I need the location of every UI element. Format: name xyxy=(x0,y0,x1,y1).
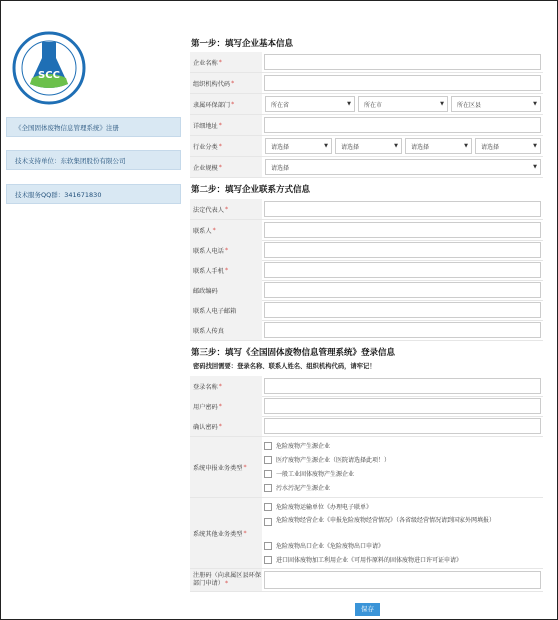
industry-select-1[interactable]: 请选择 ▼ xyxy=(265,138,332,154)
industry-select-4[interactable]: 请选择 ▼ xyxy=(475,138,541,154)
checkbox-icon[interactable] xyxy=(264,442,272,450)
step2-title: 第二步：填写企业联系方式信息 xyxy=(191,185,311,195)
fax-label: 联系人传真 xyxy=(190,320,262,340)
org-code-label: 组织机构代码 * xyxy=(190,73,262,93)
address-input[interactable] xyxy=(264,117,541,133)
row-other-type xyxy=(190,498,543,569)
row-reg-code xyxy=(190,569,543,592)
city-select[interactable]: 所在市 ▼ xyxy=(358,96,448,112)
other-type-label: 系统其他业务类型 * xyxy=(190,498,262,568)
checkbox-icon[interactable] xyxy=(264,518,272,526)
business-option-sludge[interactable]: 污水污泥产生源企业 xyxy=(264,483,330,492)
contact-mobile-label: 联系人手机 * xyxy=(190,260,262,280)
password-input[interactable] xyxy=(264,398,541,414)
sidebar-item-support: 技术支持单位：东软集团股份有限公司 xyxy=(6,150,181,170)
district-select[interactable]: 所在区县 ▼ xyxy=(451,96,541,112)
password-label: 用户密码 * xyxy=(190,396,262,416)
legal-rep-label: 法定代表人 * xyxy=(190,199,262,219)
other-option-import[interactable]: 进口固体废物加工利用企业《可用作原料的固体废物进口许可证申请》 xyxy=(264,555,462,564)
sidebar-item-register[interactable]: 《全国固体废物信息管理系统》注册 xyxy=(6,117,181,137)
row-zip xyxy=(190,280,543,301)
password-recovery-note: 密码找回需要：登录名称、联系人姓名、组织机构代码，请牢记！ xyxy=(193,363,376,370)
row-login-name xyxy=(190,376,543,397)
checkbox-icon[interactable] xyxy=(264,484,272,492)
checkbox-icon[interactable] xyxy=(264,503,272,511)
zip-label: 邮政编码 xyxy=(190,280,262,300)
row-legal-rep xyxy=(190,199,543,220)
logo-text: SCC xyxy=(38,70,60,81)
checkbox-icon[interactable] xyxy=(264,456,272,464)
row-address xyxy=(190,115,543,136)
contact-mobile-input[interactable] xyxy=(264,262,541,278)
scale-label: 企业规模 * xyxy=(190,157,262,177)
legal-rep-input[interactable] xyxy=(264,201,541,217)
address-label: 详细地址 * xyxy=(190,115,262,135)
business-type-label: 系统申报业务类型 * xyxy=(190,437,262,497)
row-confirm-password xyxy=(190,416,543,437)
step3-title: 第三步：填写《全国固体废物信息管理系统》登录信息 xyxy=(191,348,396,358)
business-option-medical[interactable]: 医疗废物产生源企业（医院请选择此项！） xyxy=(264,455,390,464)
company-name-label: 企业名称 * xyxy=(190,52,262,72)
row-env-dept xyxy=(190,94,543,115)
row-password xyxy=(190,396,543,417)
row-contact xyxy=(190,220,543,241)
checkbox-icon[interactable] xyxy=(264,556,272,564)
checkbox-icon[interactable] xyxy=(264,470,272,478)
login-name-label: 登录名称 * xyxy=(190,376,262,396)
row-company-name xyxy=(190,52,543,73)
contact-input[interactable] xyxy=(264,222,541,238)
login-name-input[interactable] xyxy=(264,378,541,394)
step1-title: 第一步：填写企业基本信息 xyxy=(191,39,294,49)
reg-code-input[interactable] xyxy=(264,571,541,589)
confirm-password-label: 确认密码 * xyxy=(190,416,262,436)
contact-phone-input[interactable] xyxy=(264,242,541,258)
company-name-input[interactable] xyxy=(264,54,541,70)
row-contact-mobile xyxy=(190,260,543,281)
checkbox-icon[interactable] xyxy=(264,542,272,550)
email-label: 联系人电子邮箱 xyxy=(190,300,262,320)
industry-select-3[interactable]: 请选择 ▼ xyxy=(405,138,472,154)
row-scale xyxy=(190,157,543,178)
industry-select-2[interactable]: 请选择 ▼ xyxy=(335,138,402,154)
sidebar-item-qq: 技术服务QQ群：341671830 xyxy=(6,184,181,204)
zip-input[interactable] xyxy=(264,282,541,298)
email-input[interactable] xyxy=(264,302,541,318)
business-option-industrial[interactable]: 一般工业固体废物产生源企业 xyxy=(264,469,354,478)
row-fax xyxy=(190,320,543,341)
confirm-password-input[interactable] xyxy=(264,418,541,434)
row-industry xyxy=(190,136,543,157)
industry-label: 行业分类 * xyxy=(190,136,262,156)
province-select[interactable]: 所在省 ▼ xyxy=(265,96,355,112)
reg-code-label: 注册码（向隶属区县环保部门申请）* xyxy=(190,569,262,591)
scc-logo xyxy=(12,28,86,112)
contact-label: 联系人 * xyxy=(190,220,262,240)
other-option-operation[interactable]: 危险废物经营企业《申报危险废物经营情况》（各省级经营情况请到国家外网填报） xyxy=(264,516,539,526)
other-option-transport[interactable]: 危险废物运输单位《办理电子联单》 xyxy=(264,502,372,511)
other-option-export[interactable]: 危险废物出口企业《危险废物出口申请》 xyxy=(264,541,384,550)
save-button[interactable]: 保存 xyxy=(355,603,380,616)
env-dept-label: 隶属环保部门 * xyxy=(190,94,262,114)
scale-select[interactable]: 请选择 ▼ xyxy=(265,159,541,175)
row-business-type xyxy=(190,437,543,498)
row-org-code xyxy=(190,73,543,94)
row-email xyxy=(190,300,543,321)
org-code-input[interactable] xyxy=(264,75,541,91)
business-option-hazardous[interactable]: 危险废物产生源企业 xyxy=(264,441,330,450)
row-contact-phone xyxy=(190,240,543,261)
fax-input[interactable] xyxy=(264,322,541,338)
contact-phone-label: 联系人电话 * xyxy=(190,240,262,260)
